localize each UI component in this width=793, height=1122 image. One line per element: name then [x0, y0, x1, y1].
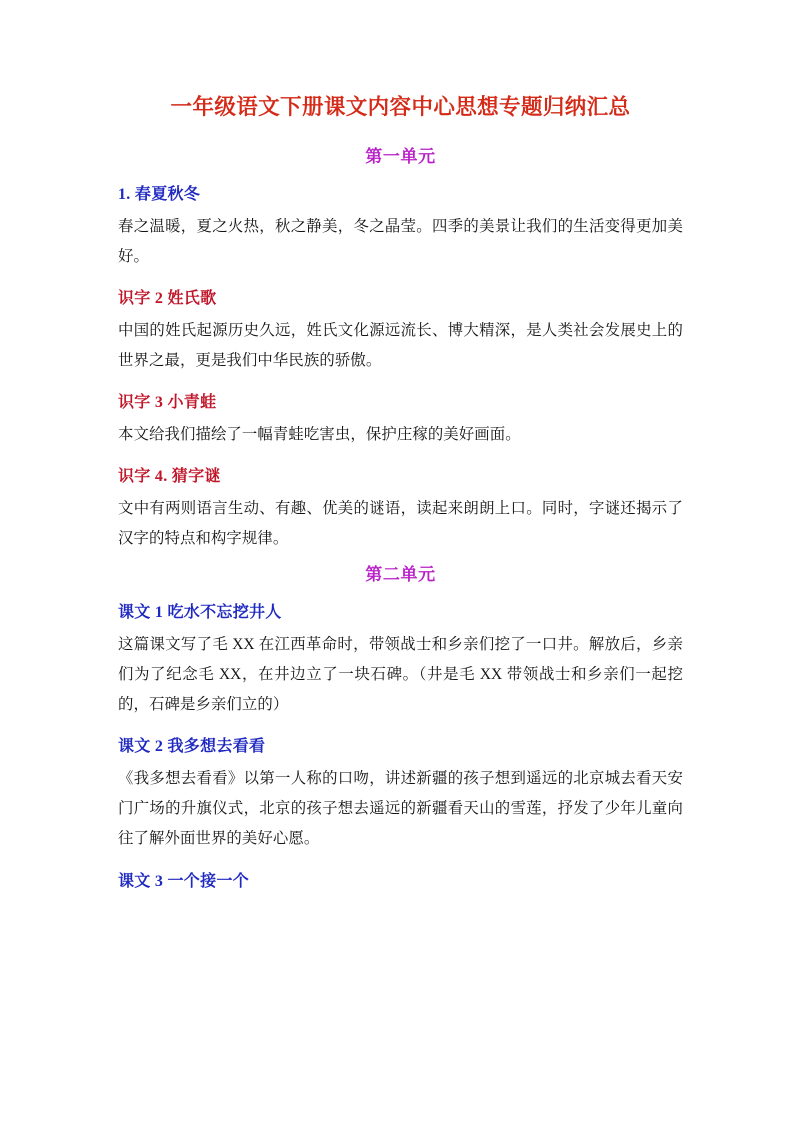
lesson-entry: [118, 181, 683, 272]
lesson-title: 1. 春夏秋冬: [118, 186, 201, 204]
lesson-paragraph: 文中有两则语言生动、有趣、优美的谜语，读起来朗朗上口。同时，字谜还揭示了汉字的特点和构字规律。: [118, 500, 683, 548]
lesson-title: 课文 3 一个接一个: [118, 872, 250, 890]
lesson-entry: [118, 733, 683, 854]
lesson-title: 识字 2 姓氏歌: [118, 290, 217, 308]
lesson-entry: [118, 285, 683, 376]
document-section: [118, 142, 683, 554]
unit-heading: 第一单元: [365, 147, 436, 167]
lesson-entry: [118, 463, 683, 554]
lesson-title: 识字 3 小青蛙: [118, 394, 217, 412]
page-title: 一年级语文下册课文内容中心思想专题归纳汇总: [170, 95, 631, 119]
lesson-title: 课文 1 吃水不忘挖井人: [118, 604, 282, 622]
lesson-entry: [118, 868, 683, 891]
lesson-paragraph: 春之温暖，夏之火热，秋之静美，冬之晶莹。四季的美景让我们的生活变得更加美好。: [118, 218, 683, 266]
lesson-title: 识字 4. 猜字谜: [118, 468, 221, 486]
lesson-paragraph: 本文给我们描绘了一幅青蛙吃害虫，保护庄稼的美好画面。: [118, 426, 521, 444]
document-section: [118, 560, 683, 890]
lesson-title: 课文 2 我多想去看看: [118, 738, 266, 756]
lesson-paragraph: 这篇课文写了毛 XX 在江西革命时，带领战士和乡亲们挖了一口井。解放后，乡亲们为了纪念毛 XX，在井边立了一块石碑。（井是毛 XX 带领战士和乡亲们一起挖的，石碑是乡亲们立的）: [118, 636, 683, 714]
lesson-entry: [118, 389, 683, 450]
lesson-paragraph: 《我多想去看看》以第一人称的口吻，讲述新疆的孩子想到遥远的北京城去看天安门广场的升旗仪式，北京的孩子想去遥远的新疆看天山的雪莲，抒发了少年儿童向往了解外面世界的美好心愿。: [118, 770, 683, 848]
unit-heading: 第二单元: [365, 565, 436, 585]
lesson-entry: [118, 599, 683, 720]
lesson-paragraph: 中国的姓氏起源历史久远，姓氏文化源远流长、博大精深，是人类社会发展史上的世界之最，更是我们中华民族的骄傲。: [118, 322, 683, 370]
